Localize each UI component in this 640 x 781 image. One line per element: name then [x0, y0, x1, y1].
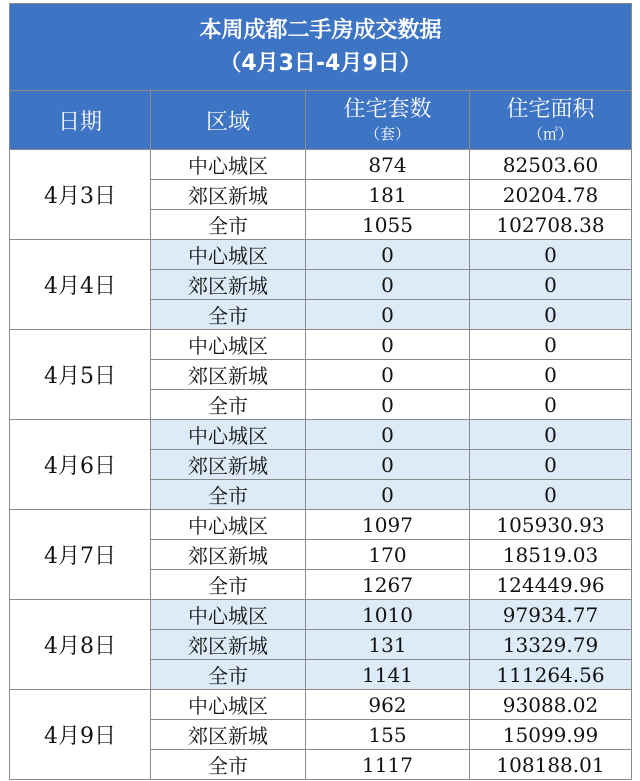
area-cell: 13329.79 [470, 630, 632, 660]
area-cell: 93088.02 [470, 690, 632, 720]
region-cell: 全市 [151, 660, 306, 690]
units-cell: 0 [306, 270, 470, 300]
units-cell: 0 [306, 480, 470, 510]
units-cell: 1010 [306, 600, 470, 630]
table-row [10, 690, 632, 720]
header-area-unit: （㎡） [528, 125, 574, 143]
header-region: 区域 [151, 91, 306, 150]
table-title-range: （4月3日-4月9日） [219, 51, 422, 76]
table-row [10, 150, 632, 180]
area-cell: 124449.96 [470, 570, 632, 600]
region-cell: 郊区新城 [151, 540, 306, 570]
units-cell: 0 [306, 330, 470, 360]
date-cell: 4月5日 [10, 330, 151, 420]
region-cell: 中心城区 [151, 150, 306, 180]
units-cell: 1055 [306, 210, 470, 240]
date-cell: 4月8日 [10, 600, 151, 690]
units-cell: 0 [306, 390, 470, 420]
area-cell: 20204.78 [470, 180, 632, 210]
area-cell: 0 [470, 480, 632, 510]
header-area [470, 91, 632, 150]
region-cell: 中心城区 [151, 510, 306, 540]
date-cell: 4月4日 [10, 240, 151, 330]
header-units-unit: （套） [364, 125, 410, 143]
region-cell: 中心城区 [151, 330, 306, 360]
region-cell: 中心城区 [151, 420, 306, 450]
area-cell: 108188.01 [470, 750, 632, 780]
header-units [306, 91, 470, 150]
area-cell: 0 [470, 240, 632, 270]
date-cell: 4月9日 [10, 690, 151, 780]
area-cell: 18519.03 [470, 540, 632, 570]
area-cell: 0 [470, 300, 632, 330]
table-title [10, 4, 632, 91]
units-cell: 874 [306, 150, 470, 180]
date-cell: 4月7日 [10, 510, 151, 600]
units-cell: 1141 [306, 660, 470, 690]
area-cell: 111264.56 [470, 660, 632, 690]
area-cell: 0 [470, 420, 632, 450]
area-cell: 0 [470, 450, 632, 480]
units-cell: 170 [306, 540, 470, 570]
area-cell: 102708.38 [470, 210, 632, 240]
area-cell: 105930.93 [470, 510, 632, 540]
units-cell: 0 [306, 240, 470, 270]
table-row [10, 420, 632, 450]
date-cell: 4月6日 [10, 420, 151, 510]
region-cell: 全市 [151, 300, 306, 330]
table-row [10, 510, 632, 540]
table-row [10, 600, 632, 630]
units-cell: 0 [306, 300, 470, 330]
region-cell: 郊区新城 [151, 270, 306, 300]
units-cell: 0 [306, 420, 470, 450]
region-cell: 全市 [151, 750, 306, 780]
region-cell: 全市 [151, 480, 306, 510]
region-cell: 郊区新城 [151, 720, 306, 750]
area-cell: 0 [470, 330, 632, 360]
region-cell: 郊区新城 [151, 450, 306, 480]
data-table-container [9, 3, 631, 780]
region-cell: 郊区新城 [151, 630, 306, 660]
units-cell: 181 [306, 180, 470, 210]
area-cell: 15099.99 [470, 720, 632, 750]
column-header-row [10, 91, 632, 150]
area-cell: 97934.77 [470, 600, 632, 630]
units-cell: 131 [306, 630, 470, 660]
region-cell: 中心城区 [151, 600, 306, 630]
area-cell: 0 [470, 270, 632, 300]
header-date: 日期 [10, 91, 151, 150]
region-cell: 全市 [151, 570, 306, 600]
units-cell: 962 [306, 690, 470, 720]
region-cell: 全市 [151, 210, 306, 240]
area-cell: 0 [470, 360, 632, 390]
units-cell: 1267 [306, 570, 470, 600]
region-cell: 全市 [151, 390, 306, 420]
region-cell: 郊区新城 [151, 180, 306, 210]
table-row [10, 240, 632, 270]
units-cell: 0 [306, 360, 470, 390]
area-cell: 82503.60 [470, 150, 632, 180]
units-cell: 0 [306, 450, 470, 480]
date-cell: 4月3日 [10, 150, 151, 240]
area-cell: 0 [470, 390, 632, 420]
table-body [10, 150, 632, 780]
units-cell: 1117 [306, 750, 470, 780]
header-area-label: 住宅面积 [506, 97, 595, 122]
header-units-label: 住宅套数 [343, 97, 432, 122]
weekly-transactions-table [9, 3, 632, 780]
region-cell: 中心城区 [151, 240, 306, 270]
units-cell: 155 [306, 720, 470, 750]
region-cell: 中心城区 [151, 690, 306, 720]
region-cell: 郊区新城 [151, 360, 306, 390]
table-title-main: 本周成都二手房成交数据 [199, 18, 442, 43]
table-row [10, 330, 632, 360]
units-cell: 1097 [306, 510, 470, 540]
